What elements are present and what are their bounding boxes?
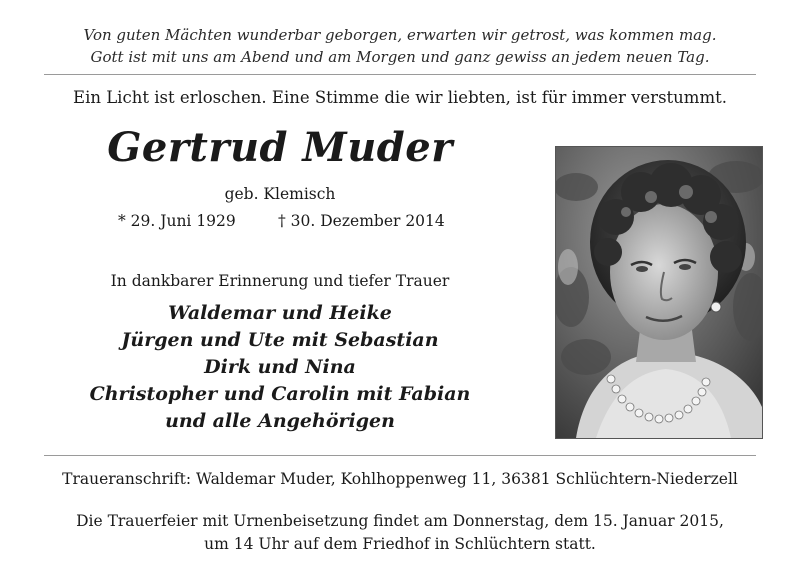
mourning-address: Traueranschrift: Waldemar Muder, Kohlhoppenweg 11, 36381 Schlüchtern-Niederzell [62, 470, 738, 488]
divider-bottom [44, 455, 756, 456]
funeral-service-info [0, 510, 800, 556]
deceased-name: Gertrud Muder [107, 124, 453, 171]
epigraph-quote [0, 24, 800, 68]
service-line-1: Die Trauerfeier mit Urnenbeisetzung findet am Donnerstag, dem 15. Januar 2015, [76, 512, 724, 530]
quote-line-1: Von guten Mächten wunderbar geborgen, erwarten wir getrost, was kommen mag. [83, 26, 717, 44]
quote-line-2: Gott ist mit uns am Abend und am Morgen und ganz gewiss an jedem neuen Tag. [90, 48, 710, 66]
mourner-item: Waldemar und Heike [168, 302, 392, 324]
intro-text: Ein Licht ist erloschen. Eine Stimme die wir liebten, ist für immer verstummt. [73, 88, 727, 107]
portrait-photo [555, 146, 763, 439]
mourner-item: und alle Angehörigen [165, 410, 395, 432]
mourner-item: Dirk und Nina [204, 356, 356, 378]
birth-date: * 29. Juni 1929 [118, 212, 236, 230]
portrait-illustration [556, 147, 762, 438]
divider-top [44, 74, 756, 75]
mourner-item: Christopher und Carolin mit Fabian [89, 383, 471, 405]
mourning-line: In dankbarer Erinnerung und tiefer Trauer [110, 272, 450, 290]
maiden-name: geb. Klemisch [224, 185, 336, 203]
mourners-list [60, 300, 500, 435]
death-date: † 30. Dezember 2014 [278, 212, 445, 230]
service-line-2: um 14 Uhr auf dem Friedhof in Schlüchtern statt. [204, 535, 596, 553]
mourner-item: Jürgen und Ute mit Sebastian [121, 329, 439, 351]
